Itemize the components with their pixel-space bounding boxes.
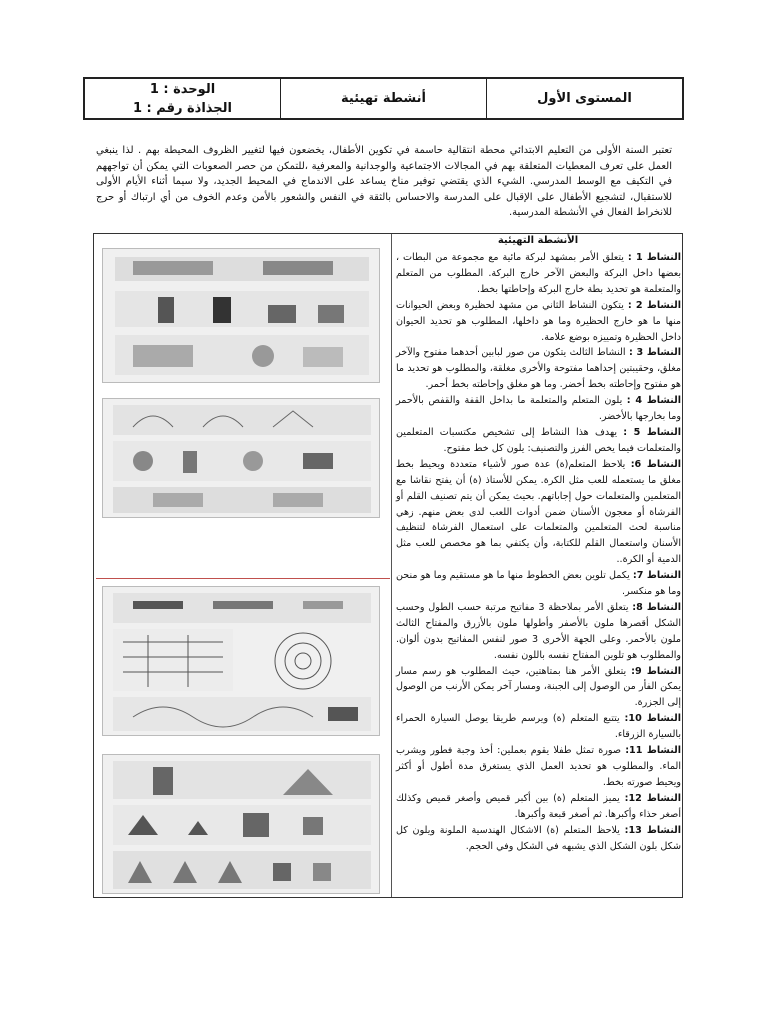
activity-13-text: يلاحظ المتعلم (ة) الاشكال الهندسية الملونة ويلون كل شكل بلون الشكل الذي يشبهه في الشكل وفي الحجم. — [396, 824, 681, 852]
worksheet-drawing-3 — [103, 587, 381, 737]
red-separator — [96, 578, 390, 579]
activity-6-label: النشاط 6: — [630, 458, 681, 470]
activity-8-label: النشاط 8: — [632, 601, 681, 613]
header-unit: الوحدة : 1 — [149, 81, 216, 97]
header-title: أنشطة تهيئية — [281, 79, 487, 118]
worksheet-drawing-4 — [103, 755, 381, 895]
activity-12-text: يميز المتعلم (ة) بين أكبر قميص وأصغر قميص وكذلك أصغر حذاء وأكبرها. ثم أصغر قبعة وأكبرها. — [396, 792, 681, 820]
activity-7-text: يكمل تلوين بعض الخطوط منها ما هو مستقيم وما هو منحن وما هو منكسر. — [396, 570, 681, 598]
activities-table — [93, 233, 683, 898]
intro-paragraph: تعتبر السنة الأولى من التعليم الابتدائي محطة انتقالية حاسمة في تكوين الأطفال، يخضعون فيها لتغيير الظروف المحيطة بهم . لذا ينبغي العمل على تعرف المعطيات المتعلقة بهم في المجالات الاجتماعية والوجدانية والمعرفية ،للتمكن من حصر الصعوبات التي يمكن أن تواجههم في التكيف مع الوسط المدرسي. الشيء الذي يقتضي توفير مناخ يساعد على الاندماج في المحيط الجديد، ولا سيما أثناء الأيام الأولى للاستقبال، لتشجيع الأطفال على الإقبال على المدرسة والاحساس بالثقة في النفس والشعور بالأمن وعدم الخوف من أي ارتباك أو حرج للانخراط الفعال في الأنشطة المدرسية. — [96, 145, 672, 218]
activity-2-label: النشاط 2 : — [627, 299, 681, 311]
activity-9-text: يتعلق الأمر هنا بمتاهتين، حيث المطلوب هو رسم مسار يمكن الفأر من الوصول إلى الجبنة، ومسار آخر يمكن الأرنب من الوصول إلى الجزرة. — [396, 665, 681, 709]
header-unit-block — [85, 79, 280, 118]
activity-3-text: النشاط الثالث يتكون من صور لبابين أحدهما مفتوح والآخر مغلق، وحقيبتين إحداهما مفتوحة والأخرى مغلقة، والمطلوب هو تحديد ما هو مفتوح وإحاطته بخط أخضر. وما هو مغلق وإحاطته بخط أحمر. — [396, 347, 681, 391]
activity-6-text: يلاحظ المتعلم(ة) عدة صور لأشياء متعددة ويحيط بخط مغلق ما يستعمله للعب مثل الكرة. يمكن للأستاذ (ة) أن يفتح نقاشا مع المتعلمين والمتعلمات حول إجاباتهم. بحيث يمكن أن يتم تصنيف القلم أو الفرشاة أو معجون الأسنان ضمن أدوات اللعب لدى بعض منهم. زهي مناسبة لحث المتعلمين والمتعلمات على استعمال الفرشاة لتنظيف الأسنان واستعمال القلم للكتابة، وأن يكتفي بما هو مخصص للعب مثل الدمية أو الكرة.. — [396, 458, 681, 566]
worksheet-drawing-1 — [103, 249, 381, 384]
worksheet-image-1 — [102, 248, 380, 383]
worksheet-drawing-2 — [103, 399, 381, 519]
worksheet-image-3 — [102, 586, 380, 736]
activity-9-label: النشاط 9: — [631, 665, 681, 677]
activity-2-text: يتكون النشاط الثاني من مشهد لحظيرة وبعض الحيوانات منها ما هو خارج الحظيرة وما هو داخلها، المطلوب هو تحديد الحيوان داخل الحظيرة وتمييزه بوضع علامة. — [396, 299, 681, 343]
activity-10-text: يتتبع المتعلم (ة) ويرسم طريقا يوصل السيارة الحمراء بالسيارة الزرقاء. — [396, 713, 681, 741]
activity-1-text: يتعلق الأمر بمشهد لبركة مائية مع مجموعة من البطات ، بعضها داخل البركة والبعض الآخر خارج البركة. المطلوب من المتعلم والمتعلمة هو تحديد بطة خارج البركة وإحاطتها بخط. — [396, 252, 681, 295]
column-divider — [391, 234, 392, 897]
activity-8-text: يتعلق الأمر بملاحظة 3 مفاتيح مرتبة حسب الطول وحسب الشكل أقصرها ملون بالأصفر وأطولها ملون بالأزرق والمفتاح الثالث ملون بالأحمر. وعلى الجهة الأخرى 3 صور لنفس المفاتيح بدون ألوان. والمطلوب هو تلوين المفتاح نفسه باللون نفسه. — [396, 601, 681, 661]
header-level: المستوى الأول — [537, 91, 632, 106]
activity-10-label: النشاط 10: — [624, 713, 681, 725]
activity-4-label: النشاط 4 : — [626, 395, 681, 407]
activity-4-text: يلون المتعلم والمتعلمة ما بداخل القفة والقفص بالأحمر وما بخارجها بالأخضر. — [396, 395, 681, 423]
activity-11-text: صورة تمثل طفلا يقوم بعملين: أخذ وجبة فطور ويشرب الماء. والمطلوب هو تحديد العمل الذي يستغرق مدة أطول أو أكثر ويحيط صورته بخط. — [396, 745, 681, 788]
activities-list — [396, 250, 681, 854]
activity-3-label: النشاط 3 : — [628, 347, 681, 359]
activity-13-label: النشاط 13: — [624, 824, 681, 836]
activity-5-text: يهدف هذا النشاط إلى تشخيص مكتسبات المتعلمين والمتعلمات فيما يخص الفرز والتصنيف: يلون كل خط مفتوح. — [396, 426, 681, 454]
activity-12-label: النشاط 12: — [624, 792, 681, 804]
header-sheet: الجذاذة رقم : 1 — [132, 100, 233, 116]
worksheet-image-2 — [102, 398, 380, 518]
activity-5-label: النشاط 5 : — [623, 426, 681, 438]
activity-1-label: النشاط 1 : — [627, 252, 681, 263]
section-title: الأنشطة التهيئية — [497, 235, 579, 246]
activity-11-label: النشاط 11: — [625, 745, 681, 757]
activity-7-label: النشاط 7: — [632, 570, 681, 582]
worksheet-image-4 — [102, 754, 380, 894]
